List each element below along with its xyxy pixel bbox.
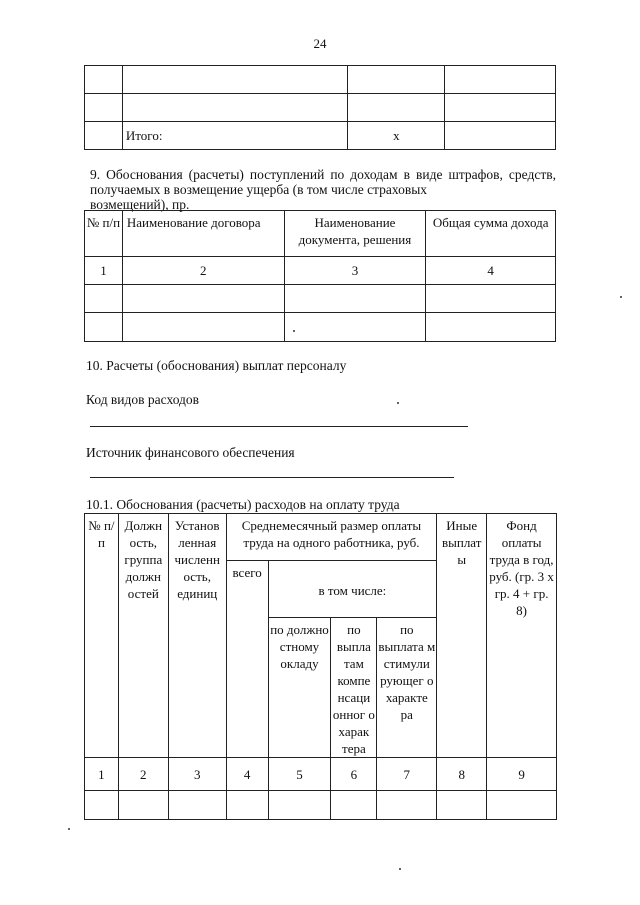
col-number: 7 (377, 758, 437, 791)
table-row (85, 313, 556, 342)
header-row (85, 211, 556, 257)
col-position-header: Должн ость, группа должн остей (118, 514, 168, 758)
salary-table (84, 513, 557, 820)
col-document-header: Наименование документа, решения (284, 211, 426, 257)
numbering-row (85, 257, 556, 285)
col-total-header: всего (226, 561, 268, 758)
page-number: 24 (313, 36, 327, 51)
income-table (84, 210, 556, 342)
col-number: 5 (268, 758, 331, 791)
scan-mark (399, 868, 401, 870)
col-number: 2 (118, 758, 168, 791)
col-number: 1 (85, 257, 123, 285)
scan-mark (293, 330, 295, 332)
funding-source-label: Источник финансового обеспечения (86, 445, 295, 460)
col-number: 4 (426, 257, 556, 285)
col-number: 2 (122, 257, 284, 285)
col-annual-fund-header: Фонд оплаты труда в год, руб. (гр. 3 x гр. 4 + гр. 8) (487, 514, 557, 758)
table-row (85, 66, 556, 94)
section-9-text-end: возмещений), пр. (90, 197, 190, 212)
header-row (85, 514, 557, 561)
numbering-row (85, 758, 557, 791)
expense-code-label: Код видов расходов (86, 392, 200, 407)
col-number: 9 (487, 758, 557, 791)
col-number: 3 (284, 257, 426, 285)
expense-code-line (90, 426, 468, 427)
scan-mark (397, 402, 399, 404)
table-row (85, 94, 556, 122)
table-row (85, 791, 557, 820)
section-10-title: 10. Расчеты (обоснования) выплат персоналу (86, 358, 347, 373)
col-other-payments-header: Иные выплат ы (437, 514, 487, 758)
total-mark: x (348, 122, 445, 150)
previous-table-continuation (84, 65, 556, 150)
table-row (85, 285, 556, 313)
section-10-1-title: 10.1. Обоснования (расчеты) расходов на оплату труда (86, 497, 400, 512)
col-compensation-header: по выпла там компе нсаци онног о харак тера (331, 618, 377, 758)
col-number: 4 (226, 758, 268, 791)
col-number: 1 (85, 758, 119, 791)
col-including-header: в том числе: (268, 561, 437, 618)
col-incentive-header: по выплата м стимули рующег о характе ра (377, 618, 437, 758)
scan-mark (620, 296, 622, 298)
col-number: 6 (331, 758, 377, 791)
col-staff-header: Установ ленная численн ость, единиц (168, 514, 226, 758)
funding-source-line (90, 477, 454, 478)
col-amount-header: Общая сумма дохода (426, 211, 556, 257)
col-number: 8 (437, 758, 487, 791)
total-row (85, 122, 556, 150)
scan-mark (68, 828, 70, 830)
section-9-text: 9. Обоснования (расчеты) поступлений по доходам в виде штрафов, средств, получаемых в возмещение ущерба (в том числе страховых (90, 167, 556, 197)
col-salary-header: по должно стному окладу (268, 618, 331, 758)
col-number-header: № п/п (85, 514, 119, 758)
total-label: Итого: (122, 122, 348, 150)
col-contract-header: Наименование договора (122, 211, 284, 257)
col-number: 3 (168, 758, 226, 791)
section-9-heading (90, 167, 556, 212)
col-number-header: № п/п (85, 211, 123, 257)
col-avg-salary-header: Среднемесячный размер оплаты труда на одного работника, руб. (226, 514, 437, 561)
